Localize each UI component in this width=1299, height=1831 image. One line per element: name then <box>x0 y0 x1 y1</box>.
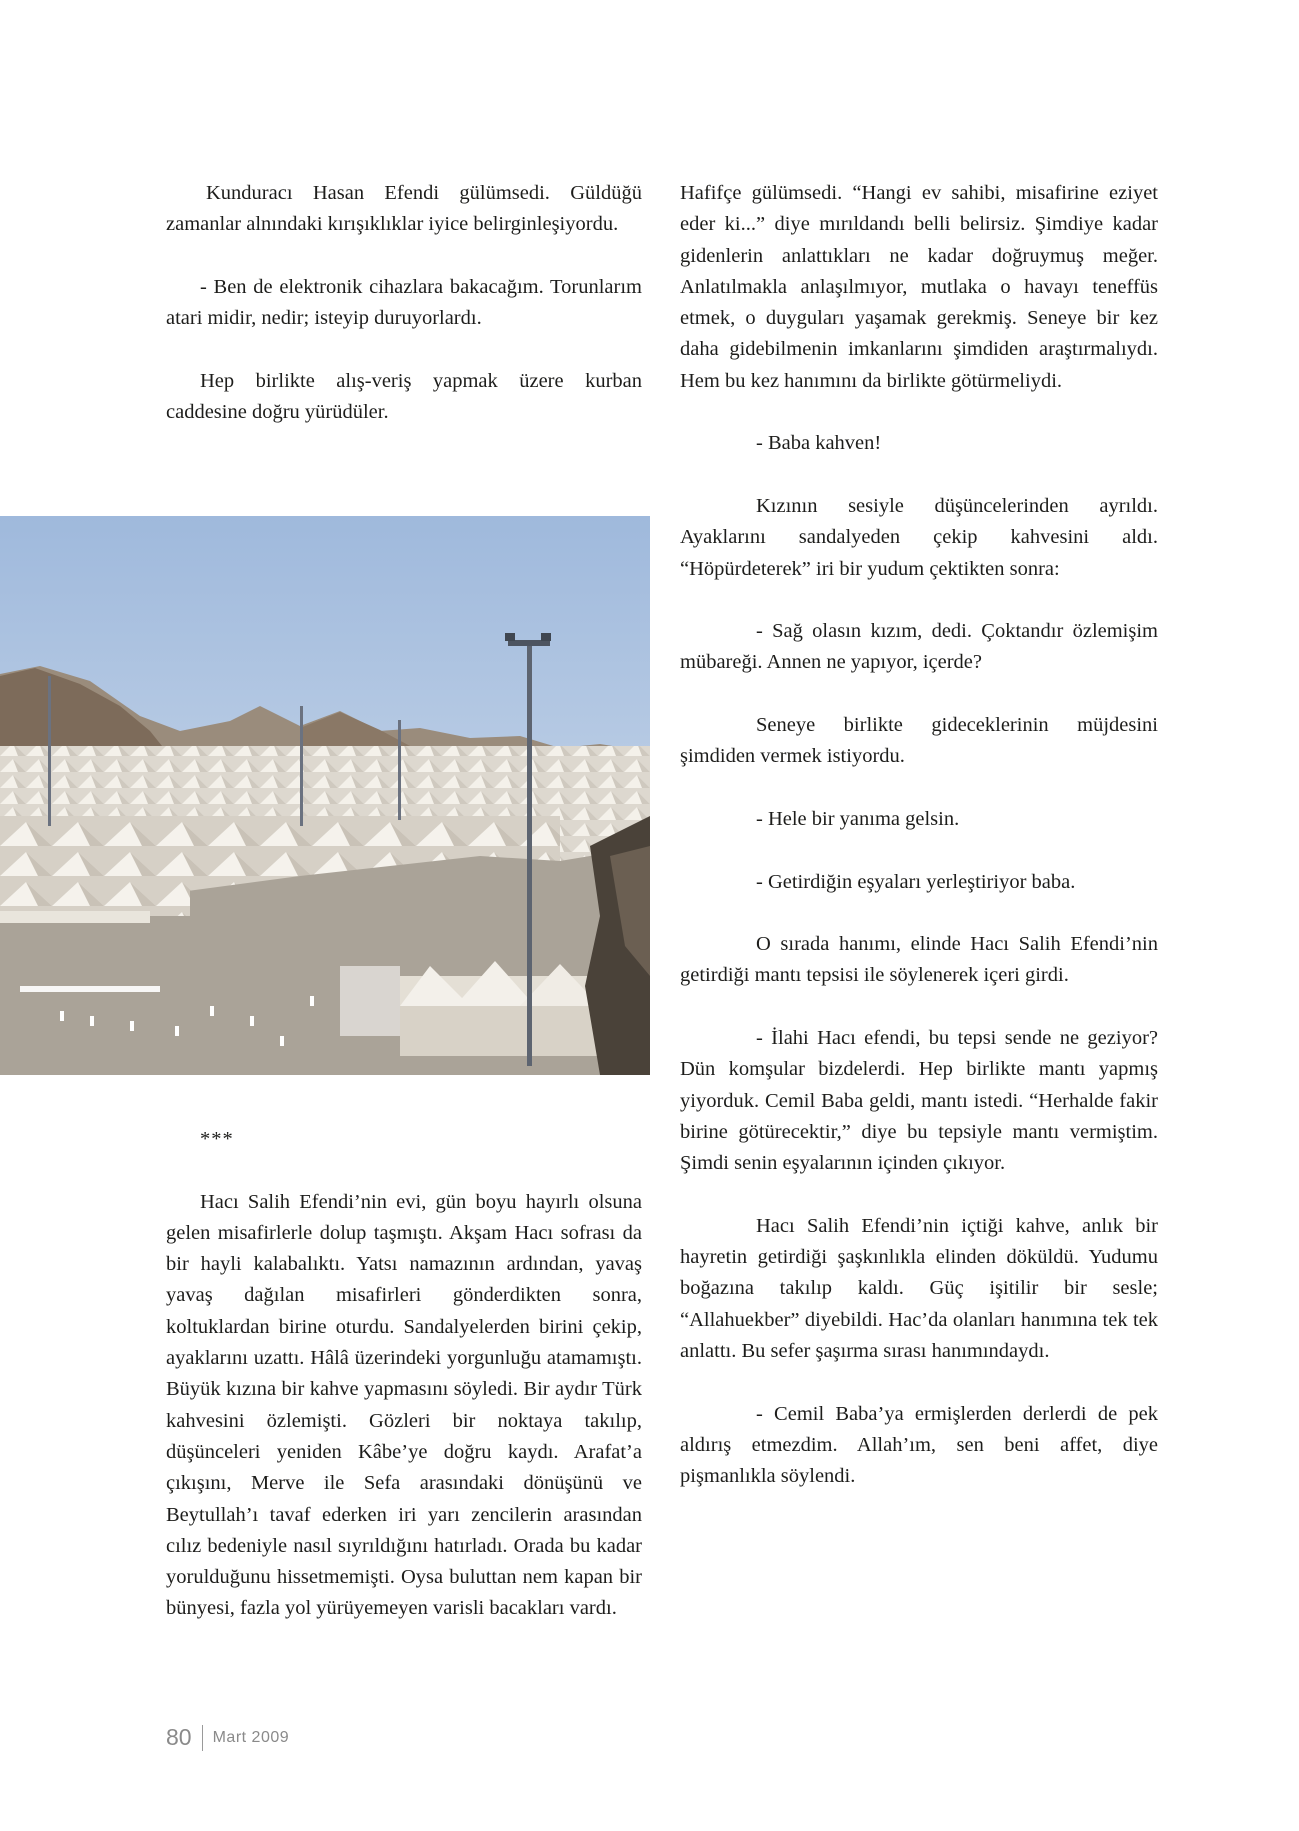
footer-divider <box>202 1725 203 1751</box>
paragraph: - Sağ olasın kızım, dedi. Çoktandır özlemişim mübareği. Annen ne yapıyor, içerde? <box>680 620 1158 674</box>
paragraph: Kunduracı Hasan Efendi gülümsedi. Güldüğü zamanlar alnındaki kırışıklıklar iyice belirginleşiyordu. <box>166 182 642 236</box>
left-column-bottom <box>166 1124 642 1656</box>
paragraph: - İlahi Hacı efendi, bu tepsi sende ne geziyor? Dün komşular bizdelerdi. Hep birlikte mantı yapmış yiyorduk. Cemil Baba geldi, mantı istedi. “Herhalde fakir birine götürecektir,” diye bu tepsiyle mantı vermiştim. Şimdi senin eşyalarının içinden çıkıyor. <box>680 1027 1158 1175</box>
paragraph: Hep birlikte alış-veriş yapmak üzere kurban caddesine doğru yürüdüler. <box>166 369 642 424</box>
paragraph: Hacı Salih Efendi’nin içtiği kahve, anlık bir hayretin getirdiği şaşkınlıkla elinden döküldü. Yudumu boğazına takılıp kaldı. Güç işitilir bir sesle; “Allahuekber” diyebildi. Hac’da olanları hanımına tek tek anlattı. Bu sefer şaşırma sırası hanımındaydı. <box>680 1214 1158 1362</box>
section-separator: *** <box>200 1128 234 1150</box>
paragraph: Hacı Salih Efendi’nin evi, gün boyu hayırlı olsuna gelen misafirlerle dolup taşmıştı. Akşam Hacı sofrası da bir hayli kalabalıktı. Yatsı namazının ardından, yavaş yavaş dağılan misafirleri gönderdikten sonra, koltuklardan birine oturdu. Sandalyelerden birini çekip, ayaklarını uzattı. Hâlâ üzerindeki yorgunluğu atamamıştı. Büyük kızına bir kahve yapmasını söyledi. Bir aydır Türk kahvesini özlemişti. Gözleri bir noktaya takılıp, düşünceleri yeniden Kâbe’ye doğru kaydı. Arafat’a çıkışını, Merve ile Sefa arasındaki dönüşünü ve Beytullah’ı tavaf ederken iri yarı zencilerin arasından cılız bedeniyle nasıl sıyrıldığını hatırladı. Orada bu kadar yorulduğunu hissetmemişti. Oysa buluttan nem kapan bir bünyesi, fazla yol yürüyemeyen varisli bacakları vardı. <box>166 1190 642 1620</box>
page-footer <box>166 1724 289 1751</box>
issue-date: Mart 2009 <box>212 1728 290 1746</box>
paragraph: - Getirdiğin eşyaları yerleştiriyor baba. <box>756 870 1076 893</box>
paragraph: - Baba kahven! <box>756 432 882 455</box>
paragraph: O sırada hanımı, elinde Hacı Salih Efendi’nin getirdiği mantı tepsisi ile söylenerek içeri girdi. <box>680 933 1158 987</box>
paragraph: - Hele bir yanıma gelsin. <box>756 807 960 830</box>
paragraph: Hafifçe gülümsedi. “Hangi ev sahibi, misafirine eziyet eder ki...” diye mırıldandı belli belirsiz. Şimdiye kadar gidenlerin anlattıkları ne kadar doğruymuş meğer. Anlatılmakla anlaşılmıyor, mutlaka o havayı teneffüs etmek, o duyguları yaşamak gerekmiş. Seneye bir kez daha gidebilmenin imkanlarını şimdiden araştırmalıydı. Hem bu kez hanımını da birlikte götürmeliydi. <box>680 182 1158 392</box>
paragraph: - Ben de elektronik cihazlara bakacağım. Torunlarım atari midir, nedir; isteyip duruyorlardı. <box>166 275 642 330</box>
paragraph: Kızının sesiyle düşüncelerinden ayrıldı. Ayaklarını sandalyeden çekip kahvesini aldı. “Höpürdeterek” iri bir yudum çektikten sonra: <box>680 494 1158 580</box>
mina-tent-city-photo <box>0 516 650 1075</box>
right-column <box>680 178 1158 1524</box>
paragraph: Seneye birlikte gideceklerinin müjdesini şimdiden vermek istiyordu. <box>680 714 1158 768</box>
paragraph: - Cemil Baba’ya ermişlerden derlerdi de pek aldırış etmezdim. Allah’ım, sen beni affet, diye pişmanlıkla söylendi. <box>680 1402 1158 1488</box>
page-number: 80 <box>166 1724 192 1750</box>
left-column-top <box>166 178 642 460</box>
